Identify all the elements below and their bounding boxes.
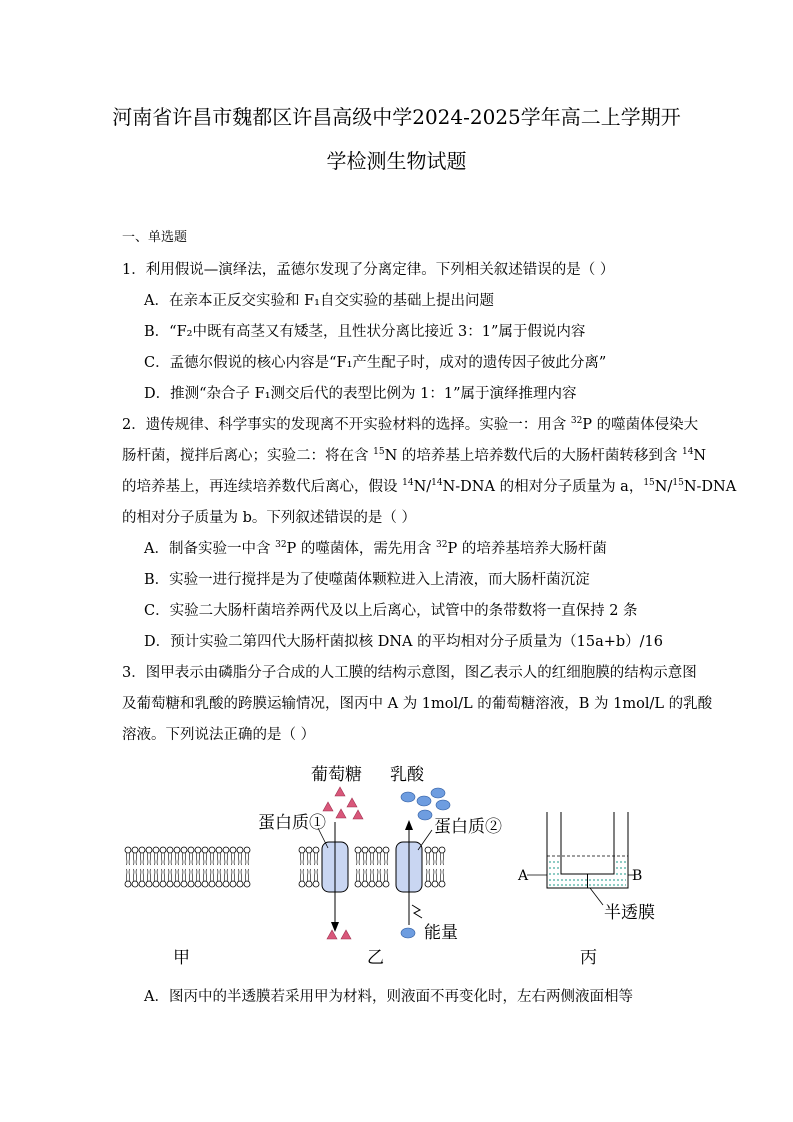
q2-l3-sup2: 14 — [431, 478, 443, 489]
q3-stem-line-2: 及葡萄糖和乳酸的跨膜运输情况，图丙中 A 为 1mol/L 的葡萄糖溶液，B 为 1mol/L 的乳酸 — [122, 696, 713, 712]
q2-l3-sup1: 14 — [402, 478, 414, 489]
phospholipid-inner — [313, 869, 319, 887]
phospholipid-outer — [132, 847, 138, 865]
title-line-2: 学检测生物试题 — [326, 149, 467, 173]
q2-l3-mid2: N-DNA 的相对分子质量为 a， — [442, 479, 644, 495]
phospholipid-inner — [188, 869, 194, 887]
phospholipid-inner — [146, 869, 152, 887]
phospholipid-outer — [362, 847, 368, 865]
label-b: B — [632, 868, 643, 884]
phospholipid-inner — [195, 869, 201, 887]
q1-option-b: B．“F₂中既有高茎又有矮茎，且性状分离比接近 3：1”属于假说内容 — [144, 324, 586, 340]
q3-stem-line-3: 溶液。下列说法正确的是（ ） — [122, 727, 316, 743]
q2-l1-text-end: P 的噬菌体侵染大 — [582, 417, 699, 433]
phospholipid-inner — [160, 869, 166, 887]
q2-a-text: A．制备实验一中含 — [144, 541, 276, 557]
yi-bilayer — [299, 847, 445, 887]
phospholipid-outer — [383, 847, 389, 865]
phospholipid-inner — [181, 869, 187, 887]
phospholipid-inner — [223, 869, 229, 887]
energy-label: 能量 — [424, 923, 458, 943]
phospholipid-outer — [230, 847, 236, 865]
membrane-label: 半透膜 — [604, 903, 655, 923]
q3-stem-line-1: 3．图甲表示由磷脂分子合成的人工膜的结构示意图，图乙表示人的红细胞膜的结构示意图 — [122, 665, 697, 681]
q1-option-d: D．推测“杂合子 F₁测交后代的表型比例为 1：1”属于演绎推理内容 — [144, 386, 577, 402]
label-a: A — [518, 868, 529, 884]
phospholipid-outer — [425, 847, 431, 865]
protein-2-label: 蛋白质② — [434, 817, 502, 837]
q2-option-b: B．实验一进行搅拌是为了使噬菌体颗粒进入上清液，而大肠杆菌沉淀 — [144, 572, 590, 588]
fig-yi-label: 乙 — [367, 948, 384, 968]
lactic-label: 乳酸 — [390, 765, 424, 785]
phospholipid-inner — [355, 869, 361, 887]
phospholipid-outer — [223, 847, 229, 865]
q2-l1-text: 2．遗传规律、科学事实的发现离不开实验材料的选择。实验一：用含 — [122, 417, 571, 433]
fig-jia-label: 甲 — [173, 948, 190, 968]
phospholipid-outer — [313, 847, 319, 865]
q2-l2-sup1: 15 — [373, 447, 385, 458]
phospholipid-outer — [202, 847, 208, 865]
phospholipid-inner — [383, 869, 389, 887]
phospholipid-outer — [188, 847, 194, 865]
phospholipid-inner — [439, 869, 445, 887]
jia-bilayer — [125, 847, 250, 887]
q2-a-end: P 的培养基培养大肠杆菌 — [447, 541, 607, 557]
phospholipid-outer — [125, 847, 131, 865]
q2-a-sup2: 32 — [436, 540, 448, 551]
section-heading: 一、单选题 — [122, 230, 188, 245]
phospholipid-outer — [355, 847, 361, 865]
phospholipid-outer — [439, 847, 445, 865]
phospholipid-inner — [237, 869, 243, 887]
energy-lightning-icon — [412, 905, 422, 918]
phospholipid-outer — [216, 847, 222, 865]
q1-option-c: C．孟德尔假说的核心内容是“F₁产生配子时，成对的遗传因子彼此分离” — [144, 355, 607, 371]
q2-stem-line-3 — [122, 479, 736, 495]
q2-l3-end: N-DNA — [683, 479, 737, 495]
phospholipid-outer — [244, 847, 250, 865]
q2-a-sup1: 32 — [275, 540, 287, 551]
title-line-1: 河南省许昌市魏都区许昌高级中学2024-2025学年高二上学期开 — [112, 105, 681, 129]
q2-l2-text: 肠杆菌，搅拌后离心；实验二：将在含 — [122, 448, 374, 464]
phospholipid-inner — [132, 869, 138, 887]
q2-stem-line-1 — [122, 417, 698, 433]
q2-l3-text: 的培养基上，再连续培养数代后离心，假设 — [122, 479, 403, 495]
phospholipid-outer — [299, 847, 305, 865]
q2-l2-text-end: N — [693, 448, 707, 464]
phospholipid-outer — [306, 847, 312, 865]
q1-option-a: A．在亲本正反交实验和 F₁自交实验的基础上提出问题 — [144, 293, 494, 309]
phospholipid-outer — [160, 847, 166, 865]
phospholipid-inner — [139, 869, 145, 887]
phospholipid-inner — [209, 869, 215, 887]
q2-l1-sup: 32 — [570, 416, 583, 427]
phospholipid-outer — [237, 847, 243, 865]
q1-stem: 1．利用假说—演绎法，孟德尔发现了分离定律。下列相关叙述错误的是（ ） — [122, 262, 615, 278]
phospholipid-inner — [306, 869, 312, 887]
phospholipid-outer — [181, 847, 187, 865]
phospholipid-outer — [167, 847, 173, 865]
phospholipid-outer — [376, 847, 382, 865]
phospholipid-outer — [174, 847, 180, 865]
q2-l3-sup3: 15 — [643, 478, 655, 489]
q2-option-d: D．预计实验二第四代大肠杆菌拟核 DNA 的平均相对分子质量为（15a+b）/16 — [144, 634, 663, 650]
protein-2-pointer — [418, 830, 432, 850]
phospholipid-inner — [125, 869, 131, 887]
phospholipid-outer — [209, 847, 215, 865]
phospholipid-inner — [369, 869, 375, 887]
phospholipid-inner — [425, 869, 431, 887]
lactic-arrowhead — [405, 820, 413, 830]
phospholipid-inner — [167, 869, 173, 887]
phospholipid-inner — [362, 869, 368, 887]
membrane-figure — [0, 760, 793, 970]
phospholipid-inner — [299, 869, 305, 887]
q3-option-a: A．图丙中的半透膜若采用甲为材料，则液面不再变化时，左右两侧液面相等 — [144, 989, 633, 1005]
membrane-pointer — [590, 888, 603, 905]
q2-a-mid: P 的噬菌体，需先用含 — [286, 541, 437, 557]
phospholipid-outer — [146, 847, 152, 865]
phospholipid-inner — [216, 869, 222, 887]
q2-l3-mid3: N/ — [654, 479, 673, 495]
q2-stem-line-2 — [122, 448, 706, 464]
q2-l2-sup2: 14 — [681, 447, 694, 458]
phospholipid-outer — [432, 847, 438, 865]
phospholipid-inner — [376, 869, 382, 887]
u-tube — [547, 812, 628, 888]
q2-l2-text-mid: N 的培养基上培养数代后的大肠杆菌转移到含 — [384, 448, 682, 464]
phospholipid-inner — [432, 869, 438, 887]
phospholipid-outer — [195, 847, 201, 865]
fig-bing-label: 丙 — [580, 948, 597, 968]
q2-option-a — [144, 541, 607, 557]
phospholipid-outer — [153, 847, 159, 865]
phospholipid-outer — [139, 847, 145, 865]
q2-option-c: C．实验二大肠杆菌培养两代及以上后离心，试管中的条带数将一直保持 2 条 — [144, 603, 638, 619]
phospholipid-outer — [369, 847, 375, 865]
phospholipid-inner — [230, 869, 236, 887]
q2-l3-mid1: N/ — [413, 479, 432, 495]
phospholipid-inner — [153, 869, 159, 887]
protein-1-label: 蛋白质① — [258, 813, 326, 833]
glucose-label: 葡萄糖 — [311, 765, 362, 785]
q2-l3-sup4: 15 — [672, 478, 684, 489]
phospholipid-inner — [244, 869, 250, 887]
q2-stem-line-4: 的相对分子质量为 b。下列叙述错误的是（ ） — [122, 510, 416, 526]
phospholipid-inner — [174, 869, 180, 887]
phospholipid-inner — [202, 869, 208, 887]
